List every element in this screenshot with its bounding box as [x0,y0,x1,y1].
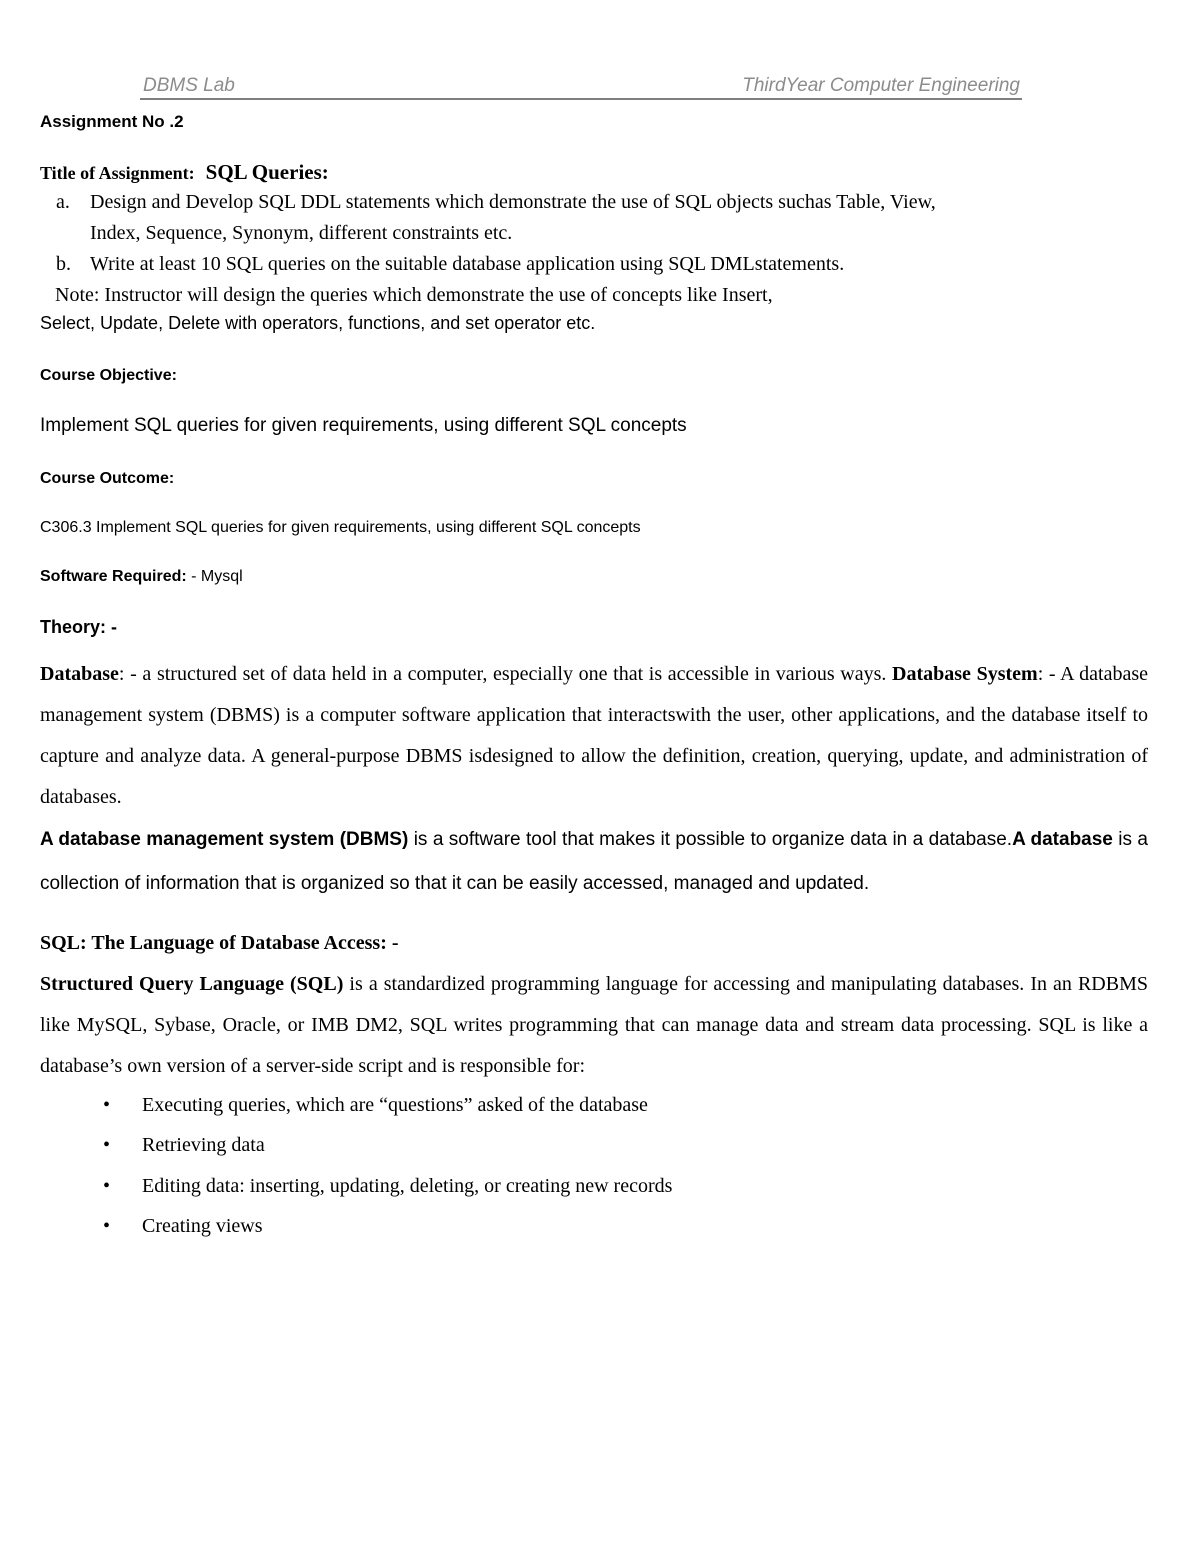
sql-paragraph [40,964,1148,1087]
list-item: Retrieving data [142,1134,265,1156]
list-item: Executing queries, which are “questions” asked of the database [142,1094,648,1116]
database-definition-2: is a collection of information that is organized so that it can be easily accessed, managed and updated. [40,829,1148,894]
sql-term: Structured Query Language (SQL) [40,973,344,995]
software-required [40,568,243,586]
course-outcome-text: C306.3 Implement SQL queries for given requirements, using different SQL concepts [40,519,641,536]
header-left: DBMS Lab [143,75,235,96]
note-line1: Note: Instructor will design the queries which demonstrate the use of concepts like Insert, [55,284,773,306]
bullet-icon: • [103,1134,111,1156]
dbms-paragraph [40,818,1148,906]
database-paragraph [40,654,1148,818]
course-objective-text: Implement SQL queries for given requirements, using different SQL concepts [40,415,687,436]
item-b-marker: b. [56,253,71,275]
bullet-icon: • [103,1215,111,1237]
database-system-term: Database System [892,663,1038,685]
course-objective-heading: Course Objective: [40,367,177,384]
database-definition: : - a structured set of data held in a computer, especially one that is accessible in various ways. [118,663,893,685]
item-b-line1: Write at least 10 SQL queries on the suitable database application using SQL DMLstatements. [90,253,845,275]
database-term-2: A database [1012,829,1113,850]
bullet-icon: • [103,1175,111,1197]
sql-section-heading: SQL: The Language of Database Access: - [40,932,399,954]
item-a-line2: Index, Sequence, Synonym, different constraints etc. [90,222,513,244]
list-item: Creating views [142,1215,263,1237]
item-a-line1: Design and Develop SQL DDL statements which demonstrate the use of SQL objects suchas Table, View, [90,191,936,213]
assignment-number: Assignment No .2 [40,112,184,131]
sql-description: is a standardized programming language for accessing and manipulating databases. In an RDBMS like MySQL, Sybase, Oracle, or IMB DM2, SQL writes programming that can manage data and stream data processing. SQL is like a database’s own version of a server-side script and is responsible for: [40,973,1148,1077]
theory-heading: Theory: - [40,617,118,637]
item-a-marker: a. [56,191,70,213]
list-item: Editing data: inserting, updating, deleting, or creating new records [142,1175,673,1197]
dbms-definition: is a software tool that makes it possible to organize data in a database. [408,829,1013,850]
assignment-title [40,160,329,185]
software-value: - Mysql [186,568,243,585]
note-line2: Select, Update, Delete with operators, functions, and set operator etc. [40,313,596,333]
page-header [140,74,1022,100]
dbms-term: A database management system (DBMS) [40,829,409,850]
header-right: ThirdYear Computer Engineering [742,75,1020,96]
course-outcome-heading: Course Outcome: [40,470,175,487]
database-system-definition: : - A database management system (DBMS) is a computer software application that interactswith the user, other applications, and the database itself to capture and analyze data. A general-purpose DBMS isdesigned to allow the definition, creation, querying, update, and administration of databases. [40,663,1148,808]
bullet-icon: • [103,1094,111,1116]
software-label: Software Required: [40,568,187,585]
title-label: Title of Assignment: [40,163,195,183]
database-term: Database [40,663,119,685]
title-value: SQL Queries: [205,160,329,184]
